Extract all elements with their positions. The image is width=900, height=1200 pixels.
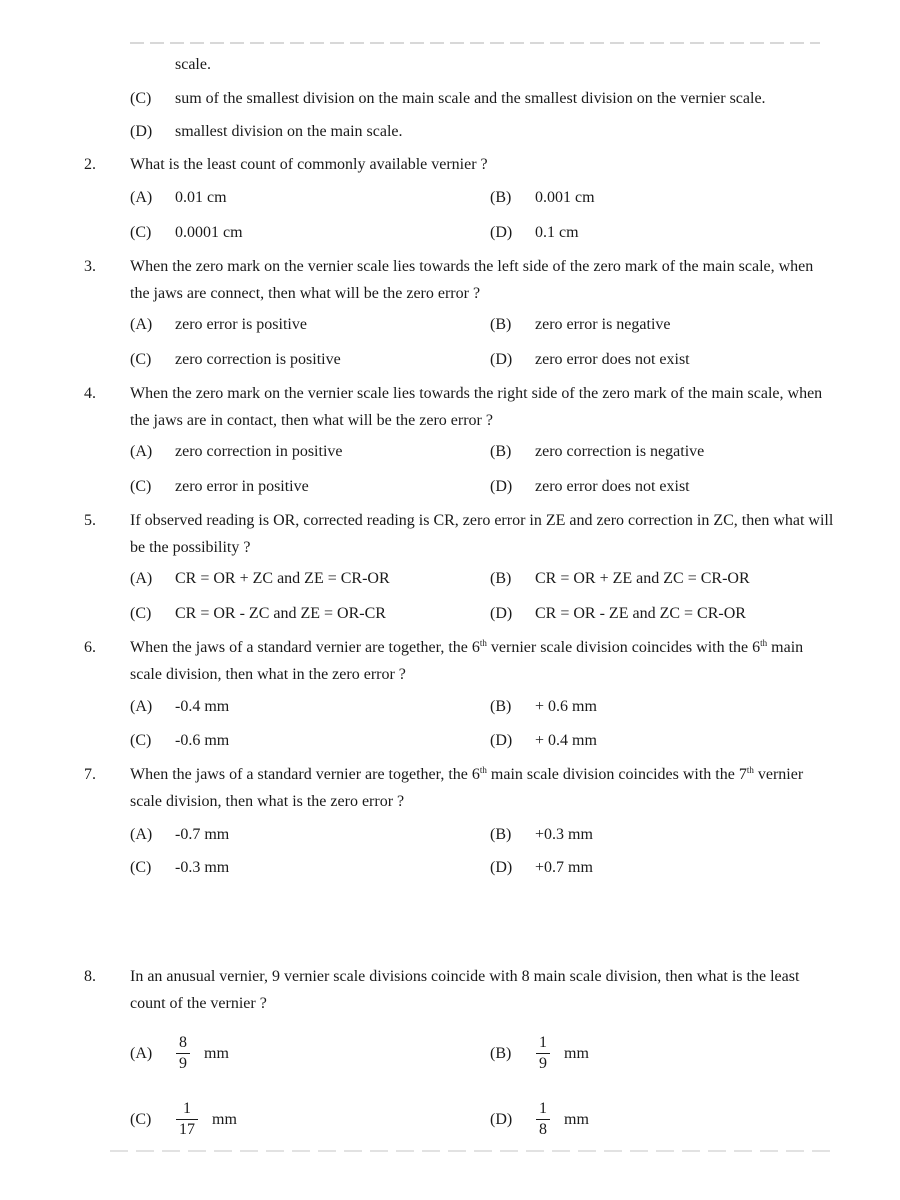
option-c <box>130 605 386 623</box>
option-label: (B) <box>490 570 512 587</box>
superscript: th <box>479 638 487 648</box>
option-label: (D) <box>490 1110 513 1128</box>
option-a <box>130 826 229 844</box>
option-label: (D) <box>490 732 513 749</box>
option-c <box>130 351 341 369</box>
option-label: (A) <box>130 826 153 843</box>
fraction <box>176 1033 190 1074</box>
option-label: (C) <box>130 1110 152 1128</box>
fraction-denominator: 9 <box>176 1053 190 1074</box>
option-text: -0.7 mm <box>175 826 230 843</box>
option-label: (B) <box>490 443 512 460</box>
option-text: 0.0001 cm <box>175 224 243 241</box>
fraction-numerator: 1 <box>183 1100 191 1117</box>
option-label: (A) <box>130 316 153 333</box>
option-label: (B) <box>490 1044 512 1062</box>
option-c <box>130 1099 237 1140</box>
stem-part: main scale division, then what in the zero error ? <box>130 639 804 683</box>
prev-option-c <box>130 90 766 108</box>
stem-part: main scale division coincides with the 7 <box>486 766 747 783</box>
superscript: th <box>760 638 768 648</box>
option-text: CR = OR + ZC and ZE = CR-OR <box>175 570 390 587</box>
option-text: +0.3 mm <box>535 826 593 843</box>
option-label: (C) <box>130 732 152 749</box>
stem-part: When the jaws of a standard vernier are together, the 6 <box>130 639 480 656</box>
option-label: (D) <box>490 351 513 368</box>
option-label: (C) <box>130 605 152 622</box>
option-a <box>130 443 343 461</box>
option-text: CR = OR + ZE and ZC = CR-OR <box>535 570 750 587</box>
option-label: (C) <box>130 90 152 107</box>
option-d <box>490 224 579 242</box>
option-text: zero correction is positive <box>175 351 341 368</box>
option-text: -0.4 mm <box>175 698 230 715</box>
question-number: 8. <box>84 968 96 985</box>
option-text: zero correction in positive <box>175 443 343 460</box>
question-number: 4. <box>84 385 96 402</box>
fraction <box>176 1099 198 1140</box>
option-text: zero correction is negative <box>535 443 705 460</box>
superscript: th <box>479 765 487 775</box>
question-stem: If observed reading is OR, corrected reading is CR, zero error in ZE and zero correction in ZC, then what will be the possibility ? <box>130 512 834 556</box>
stem-part: vernier scale division, then what is the zero error ? <box>130 766 804 810</box>
question-stem: In an anusual vernier, 9 vernier scale divisions coincide with 8 main scale division, then what is the least count of the vernier ? <box>130 968 800 1012</box>
option-d <box>490 605 746 623</box>
option-text: sum of the smallest division on the main scale and the smallest division on the vernier scale. <box>175 90 766 107</box>
option-text: + 0.6 mm <box>535 698 597 715</box>
option-text: CR = OR - ZE and ZC = CR-OR <box>535 605 746 622</box>
option-text: 0.001 cm <box>535 189 595 206</box>
option-label: (A) <box>130 570 153 587</box>
cut-off-text-line-bottom <box>110 1150 830 1152</box>
cut-off-text-line-top <box>130 42 820 44</box>
option-text: smallest division on the main scale. <box>175 123 403 140</box>
option-text: CR = OR - ZC and ZE = OR-CR <box>175 605 386 622</box>
option-text: zero error is positive <box>175 316 307 333</box>
option-d <box>490 732 597 750</box>
question-number: 2. <box>84 156 96 173</box>
question-stem: When the zero mark on the vernier scale lies towards the right side of the zero mark of the main scale, when the jaws are in contact, then what will be the zero error ? <box>130 385 823 429</box>
prev-option-d <box>130 123 403 141</box>
fraction-denominator: 9 <box>536 1053 550 1074</box>
option-label: (C) <box>130 859 152 876</box>
option-text: zero error does not exist <box>535 351 690 368</box>
option-text: zero error does not exist <box>535 478 690 495</box>
option-b <box>490 698 597 716</box>
option-label: (D) <box>490 224 513 241</box>
stem-part: When the jaws of a standard vernier are together, the 6 <box>130 766 480 783</box>
option-text: + 0.4 mm <box>535 732 597 749</box>
question-stem: What is the least count of commonly available vernier ? <box>130 156 488 173</box>
question-number: 6. <box>84 639 96 656</box>
fraction-denominator: 17 <box>176 1119 198 1140</box>
option-b <box>490 570 750 588</box>
option-a <box>130 189 227 207</box>
option-label: (C) <box>130 224 152 241</box>
question-number: 7. <box>84 766 96 783</box>
option-b <box>490 443 704 461</box>
option-a <box>130 570 390 588</box>
option-b <box>490 189 595 207</box>
option-d <box>490 478 690 496</box>
option-label: (D) <box>490 478 513 495</box>
option-c <box>130 732 229 750</box>
fraction-numerator: 8 <box>179 1034 187 1051</box>
option-b <box>490 1033 589 1074</box>
fraction-numerator: 1 <box>539 1100 547 1117</box>
option-label: (B) <box>490 826 512 843</box>
option-label: (D) <box>490 605 513 622</box>
option-unit: mm <box>204 1044 229 1062</box>
fraction <box>536 1099 550 1140</box>
fraction <box>536 1033 550 1074</box>
option-label: (B) <box>490 698 512 715</box>
fraction-numerator: 1 <box>539 1034 547 1051</box>
option-a <box>130 698 229 716</box>
option-text: zero error in positive <box>175 478 309 495</box>
question-number: 3. <box>84 258 96 275</box>
option-b <box>490 316 670 334</box>
option-label: (D) <box>130 123 153 140</box>
option-text: 0.01 cm <box>175 189 227 206</box>
option-text: zero error is negative <box>535 316 671 333</box>
option-label: (B) <box>490 189 512 206</box>
option-text: -0.6 mm <box>175 732 230 749</box>
question-stem <box>130 634 835 688</box>
option-label: (A) <box>130 443 153 460</box>
option-label: (C) <box>130 478 152 495</box>
question-stem: When the zero mark on the vernier scale lies towards the left side of the zero mark of the main scale, when the jaws are connect, then what will be the zero error ? <box>130 258 814 302</box>
stem-part: vernier scale division coincides with the 6 <box>486 639 761 656</box>
option-d <box>490 859 593 877</box>
option-text: -0.3 mm <box>175 859 230 876</box>
option-d <box>490 351 690 369</box>
question-stem <box>130 761 835 815</box>
option-text: +0.7 mm <box>535 859 593 876</box>
option-label: (C) <box>130 351 152 368</box>
option-c <box>130 859 229 877</box>
option-unit: mm <box>564 1044 589 1062</box>
option-label: (A) <box>130 189 153 206</box>
option-a <box>130 1033 229 1074</box>
option-c <box>130 224 243 242</box>
prev-option-b-tail: scale. <box>175 56 211 73</box>
option-b <box>490 826 593 844</box>
superscript: th <box>746 765 754 775</box>
option-a <box>130 316 307 334</box>
option-label: (A) <box>130 698 153 715</box>
option-unit: mm <box>212 1110 237 1128</box>
option-label: (D) <box>490 859 513 876</box>
option-d <box>490 1099 589 1140</box>
option-text: 0.1 cm <box>535 224 579 241</box>
fraction-denominator: 8 <box>536 1119 550 1140</box>
option-label: (B) <box>490 316 512 333</box>
question-number: 5. <box>84 512 96 529</box>
option-label: (A) <box>130 1044 153 1062</box>
option-unit: mm <box>564 1110 589 1128</box>
option-c <box>130 478 309 496</box>
